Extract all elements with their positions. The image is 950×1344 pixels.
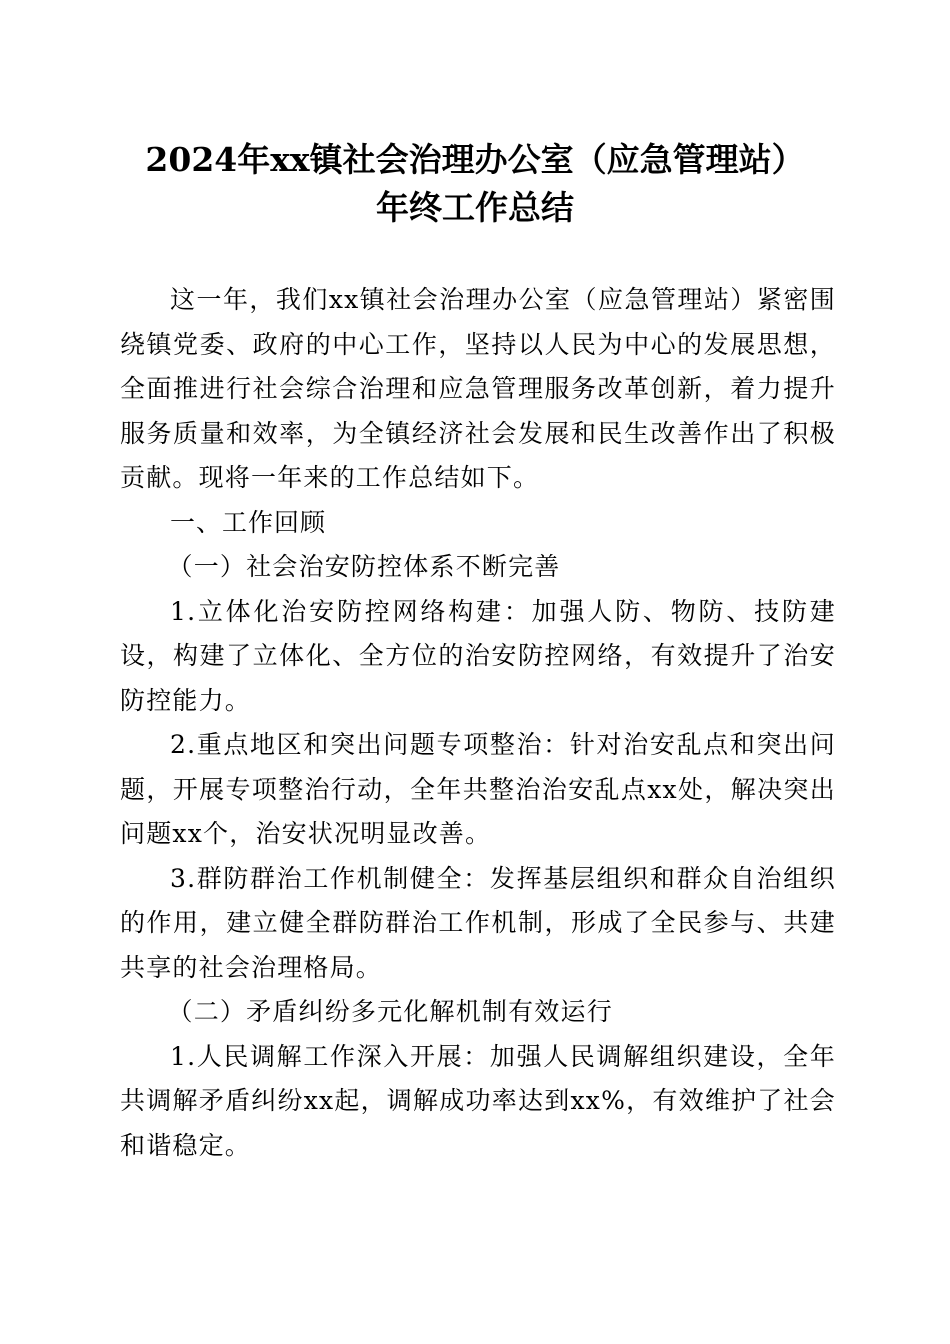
- paragraph-security-item-1: 1.立体化治安防控网络构建：加强人防、物防、技防建设，构建了立体化、全方位的治安防控网络，有效提升了治安防控能力。: [120, 596, 836, 715]
- document-title-line1: 2024年xx镇社会治理办公室（应急管理站）: [145, 140, 805, 179]
- paragraph-security-item-3: 3.群防群治工作机制健全：发挥基层组织和群众自治组织的作用，建立健全群防群治工作机制，形成了全民参与、共建共享的社会治理格局。: [120, 863, 836, 982]
- document-body: [120, 278, 836, 1168]
- document-title-line2: 年终工作总结: [376, 188, 574, 227]
- subsection-heading-disputes: （二）矛盾纠纷多元化解机制有效运行: [167, 997, 613, 1026]
- subsection-heading-security: （一）社会治安防控体系不断完善: [167, 552, 561, 581]
- intro-paragraph: 这一年，我们xx镇社会治理办公室（应急管理站）紧密围绕镇党委、政府的中心工作，坚持以人民为中心的发展思想，全面推进行社会综合治理和应急管理服务改革创新，着力提升服务质量和效率，为全镇经济社会发展和民生改善作出了积极贡献。现将一年来的工作总结如下。: [120, 285, 836, 492]
- paragraph-security-item-2: 2.重点地区和突出问题专项整治：针对治安乱点和突出问题，开展专项整治行动，全年共整治治安乱点xx处，解决突出问题xx个，治安状况明显改善。: [120, 730, 836, 848]
- section-heading-review: 一、工作回顾: [170, 507, 327, 537]
- paragraph-disputes-item-1: 1.人民调解工作深入开展：加强人民调解组织建设，全年共调解矛盾纠纷xx起，调解成功率达到xx%，有效维护了社会和谐稳定。: [120, 1041, 836, 1160]
